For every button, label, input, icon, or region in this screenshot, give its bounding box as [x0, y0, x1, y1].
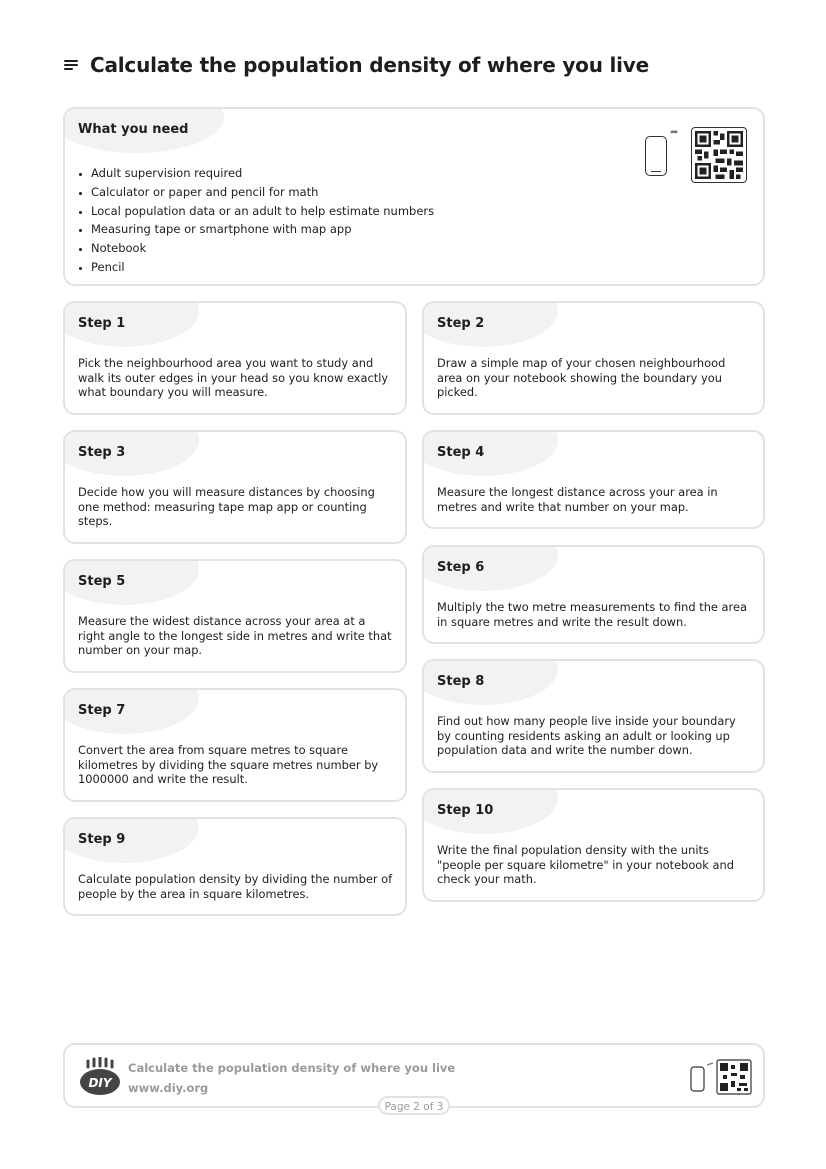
step-title: Step 6	[437, 560, 485, 575]
step-card	[63, 430, 407, 544]
step-title: Step 1	[78, 316, 126, 331]
qr-code[interactable]	[691, 127, 747, 183]
step-card	[422, 430, 765, 529]
step-text: Draw a simple map of your chosen neighbourhood area on your notebook showing the boundary you picked.	[437, 356, 726, 400]
supply-item: • Local population data or an adult to help estimate numbers	[91, 202, 434, 221]
step-title: Step 7	[78, 703, 126, 718]
svg-text:DIY: DIY	[88, 1076, 112, 1090]
arrow-icon: ➦	[670, 127, 679, 138]
scan-qr-block	[643, 125, 749, 183]
step-text: Calculate population density by dividing the number of people by the area in square kilometres.	[78, 872, 393, 901]
step-text: Decide how you will measure distances by choosing one method: measuring tape map app or counting steps.	[78, 485, 375, 529]
diy-logo	[78, 1057, 122, 1097]
step-card	[422, 301, 765, 415]
step-card	[422, 788, 765, 902]
step-title: Step 5	[78, 574, 126, 589]
page-title: Calculate the population density of where you live	[90, 53, 650, 77]
page-indicator: Page 2 of 3	[378, 1096, 450, 1115]
phone-scan-icon	[645, 136, 667, 176]
supply-item: • Calculator or paper and pencil for math	[91, 183, 434, 202]
supplies-list	[76, 164, 434, 277]
step-text: Measure the widest distance across your area at a right angle to the longest side in metres and write that number on your map.	[78, 614, 392, 658]
step-card	[63, 559, 407, 673]
supply-item: • Pencil	[91, 258, 434, 277]
step-title: Step 10	[437, 803, 494, 818]
step-card	[422, 659, 765, 773]
step-text: Multiply the two metre measurements to find the area in square metres and write the result down.	[437, 600, 747, 629]
menu-icon[interactable]	[64, 59, 78, 71]
title-row	[64, 53, 649, 77]
step-text: Measure the longest distance across your area in metres and write that number on your map.	[437, 485, 718, 514]
step-card	[63, 817, 407, 916]
step-text: Find out how many people live inside your boundary by counting residents asking an adult or looking up population data and write the number down.	[437, 714, 736, 758]
footer-qr-block	[687, 1059, 753, 1095]
footer-title: Calculate the population density of where you live	[128, 1061, 456, 1075]
step-card	[422, 545, 765, 644]
step-title: Step 2	[437, 316, 485, 331]
supply-item: • Measuring tape or smartphone with map app	[91, 220, 434, 239]
step-title: Step 3	[78, 445, 126, 460]
supply-item: • Notebook	[91, 239, 434, 258]
step-title: Step 9	[78, 832, 126, 847]
footer-url[interactable]: www.diy.org	[128, 1081, 209, 1095]
step-card	[63, 688, 407, 802]
supply-item: • Adult supervision required	[91, 164, 434, 183]
what-you-need-card	[63, 107, 765, 286]
step-text: Pick the neighbourhood area you want to study and walk its outer edges in your head so you know exactly what boundary you will measure.	[78, 356, 389, 400]
step-title: Step 4	[437, 445, 485, 460]
what-you-need-heading: What you need	[78, 122, 189, 137]
step-title: Step 8	[437, 674, 485, 689]
step-text: Convert the area from square metres to square kilometres by dividing the square metres number by 1000000 and write the result.	[78, 743, 379, 787]
step-text: Write the final population density with the units "people per square kilometre" in your notebook and check your math.	[437, 843, 734, 887]
step-card	[63, 301, 407, 415]
